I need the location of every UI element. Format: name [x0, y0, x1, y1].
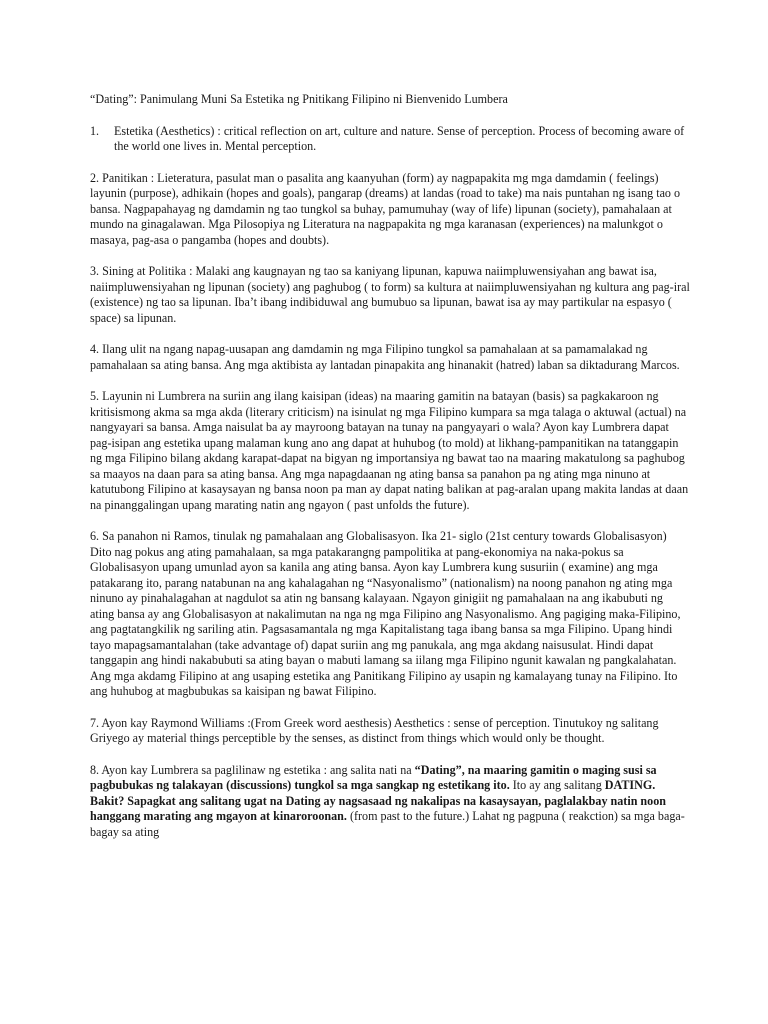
paragraph-2: 2. Panitikan : Lieteratura, pasulat man o pasalita ang kaanyuhan (form) ay nagpapakita mg mga damdamin ( feelings) layunin (purpose), adhikain (hopes and goals), pangarap (dreams) at landas (road to take) ma nais puntahan ng isang tao o bansa. Nagpapahayag ng damdamin ng tao tungkol sa buhay, pamumuhay (way of life) lipunan (society), pamahalaan at mundo na ginagalawan. Mga Pilosopiya ng Literatura na nagpapakita ng mga karanasan (experiences) na malunkgot o masaya, pag-asa o pangamba (hopes and doubts). [90, 170, 681, 247]
paragraph-8-text-1: 8. Ayon kay Lumbrera sa paglilinaw ng estetika : ang salita nati na [90, 762, 415, 777]
paragraph-4: 4. Ilang ulit na ngang napag-uusapan ang damdamin ng mga Filipino tungkol sa pamahalaan at sa pamamalakad ng pamahalaan sa ating bansa. Ang mga aktibista ay lantadan pinapakita ang hinanakit (hatred) laban sa diktadurang Marcos. [90, 342, 680, 372]
paragraph-7: 7. Ayon kay Raymond Williams :(From Greek word aesthesis) Aesthetics : sense of perception. Tinutukoy ng salitang Griyego ay material things perceptible by the senses, as distinct from things which would only be thought. [90, 715, 659, 745]
document-title: “Dating”: Panimulang Muni Sa Estetika ng Pnitikang Filipino ni Bienvenido Lumbera [90, 92, 508, 106]
paragraph-5: 5. Layunin ni Lumbrera na suriin ang ilang kaisipan (ideas) na maaring gamitin na batayan (basis) sa pagkakaroon ng kritisismong akma sa mga akda (literary criticism) na isinulat ng mga Filipino kumpara sa mga talaga o aktuwal (actual) na nangyayari sa bansa. Amga naisulat ba ay mayroong batayan na tunay na pangyayari o wala? Ayon kay Lumbrera dapat pag-isipan ang estetika upang malaman kung ano ang dapat at huhubog (to mold) at likhang-pampanitikan na tatanggapin ng mga Filipino bilang akdang karapat-dapat na bigyan ng importansiya ng bawat tao na maaring makatulong sa paghubog sa maayos na daan para sa ating bansa. Ang mga napagdaanan ng ating bansa sa panahon pa ng ating mga ninuno at katutubong Filipino at kasaysayan ng bansa noon pa man ay dapat nating balikan at pag-aralan upang makita landas at daan na pinanggalingan upang marating natin ang ngayon ( past unfolds the future). [90, 389, 689, 512]
document-body [90, 92, 690, 856]
paragraph-8-bold-1: “Dating”, na maaring gamitin o maging susi sa pagbubukas ng talakayan (discussions) tungkol sa mga sangkap ng estetikang ito. [90, 762, 657, 792]
item-number: 1. [90, 123, 100, 138]
paragraph-8-text-2: Ito ay ang salitang [509, 778, 605, 792]
paragraph-8-bold-2: DATING. Bakit? Sapagkat ang salitang ugat na Dating ay nagsasaad ng nakalipas na kasaysayan, paglalakbay natin noon hanggang marating ang mgayon at kinaroroonan. [90, 778, 666, 823]
paragraph-8 [90, 763, 690, 841]
paragraph-8-text-3: (from past to the future.) Lahat ng pagpuna ( reakction) sa mga baga-bagay sa ating [90, 809, 685, 839]
paragraph-6: 6. Sa panahon ni Ramos, tinulak ng pamahalaan ang Globalisasyon. Ika 21- siglo (21st century towards Globalisasyon) Dito nag pokus ang ating pamahalaan, sa mga patakarangng pampolitika at pang-ekonomiya na naka-pokus sa Globalisasyon upang umunlad ayon sa kanila ang ating bansa. Ayon kay Lumbrera kung susuriin ( examine) ang mga patakarang ito, parang natabunan na ang kahalagahan ng “Nasyonalismo” (nationalism) na noong panahon ng ating mga ninuno ay pinahalagahan at nagdulot sa atin ng bansang kalayaan. Ngayon ginigiit ng pamahalaan na ang ikabubuti ng ating bansa ay ang Globalisasyon at nakalimutan na nga ng mga Filipino ang Nasyonalismo. Ang pagiging maka-Filipino, ang pagtatangkilik ng sariling atin. Pagsasamantala ng mga Kapitalistang taga ibang bansa sa mga Filipino. Upang hindi tayo mapagsamantalahan (take advantage of) dapat suriin ang mg panukala, ang mga akdang naisusulat. Hindi dapat tanggapin ang hindi nakabubuti sa ating bayan o mabuti lamang sa iilang mga Filipino ngunit kawalan ng pangkalahatan. Ang mga akdamg Filipino at ang usaping estetika ang Panitikang Filipino ay usapin ng kamalayang tunay na Filipino. Ito ang huhubog at magbubukas sa kaisipan ng bawat Filipino. [90, 529, 681, 698]
item-text: Estetika (Aesthetics) : critical reflection on art, culture and nature. Sense of perception. Process of becoming aware of the world one lives in. Mental perception. [114, 123, 685, 153]
paragraph-3: 3. Sining at Politika : Malaki ang kaugnayan ng tao sa kaniyang lipunan, kapuwa naiimpluwensiyahan ang bawat isa, naiimpluwensiyahan ng lipunan (society) ang paghubog ( to form) sa kultura at naiimpluwensiyahan ng kultura ang pag-iral (existence) ng tao sa lipunan. Iba’t ibang indibiduwal ang bumubuo sa lipunan, bawat isa ay may partikular na espasyo ( space) sa lipunan. [90, 264, 690, 325]
numbered-item-1 [90, 124, 690, 155]
